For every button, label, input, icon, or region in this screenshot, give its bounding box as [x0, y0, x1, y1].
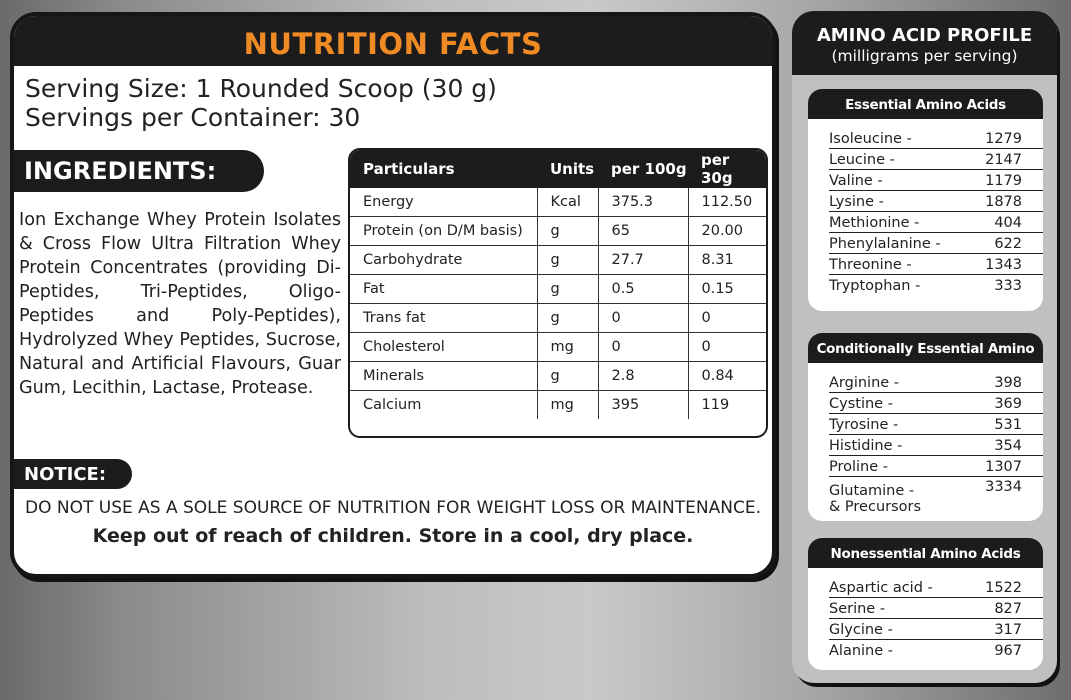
cell-per-100g: 0 [598, 304, 688, 333]
amino-name: Leucine - [829, 152, 895, 168]
cell-per-100g: 65 [598, 217, 688, 246]
cell-particular: Cholesterol [350, 333, 537, 362]
amino-row [829, 393, 1043, 414]
amino-name: Histidine - [829, 438, 903, 454]
conditional-amino-heading: Conditionally Essential Amino Acids [808, 333, 1043, 363]
amino-row [829, 212, 1043, 233]
ingredients-heading: INGREDIENTS: [14, 150, 264, 192]
amino-row [829, 191, 1043, 212]
amino-row [829, 170, 1043, 191]
amino-name-secondary: & Precursors [829, 499, 922, 515]
nonessential-amino-heading: Nonessential Amino Acids [808, 538, 1043, 568]
cell-unit: mg [537, 391, 598, 420]
amino-name: Lysine - [829, 194, 884, 210]
col-per-100g: per 100g [598, 150, 688, 188]
ingredients-text: Ion Exchange Whey Protein Isolates & Cross Flow Ultra Filtration Whey Protein Concentrates (providing Di-Peptides, Tri-Peptides, Oligo-Peptides and Poly-Peptides), Hydrolyzed Whey Peptides, Sucrose, Natural and Artificial Flavours, Guar Gum, Lecithin, Lactase, Protease. [19, 210, 341, 398]
cell-per-30g: 0.84 [688, 362, 766, 391]
amino-value: 1279 [985, 131, 1022, 147]
cell-particular: Fat [350, 275, 537, 304]
amino-name: Cystine - [829, 396, 893, 412]
amino-row [829, 598, 1043, 619]
cell-per-30g: 0 [688, 333, 766, 362]
amino-name: Threonine - [829, 257, 912, 273]
amino-row [829, 414, 1043, 435]
conditional-amino-box [808, 333, 1043, 521]
table-row [350, 362, 766, 391]
col-per-30g: per 30g [688, 150, 766, 188]
storage-text: Keep out of reach of children. Store in a cool, dry place. [92, 525, 694, 547]
amino-name: Methionine - [829, 215, 920, 231]
amino-value: 1522 [985, 580, 1022, 596]
amino-name: Aspartic acid - [829, 580, 933, 596]
amino-value: 398 [994, 375, 1022, 391]
amino-name: Tyrosine - [829, 417, 899, 433]
serving-size: Serving Size: 1 Rounded Scoop (30 g) [25, 74, 497, 103]
table-row [350, 391, 766, 420]
amino-name: Phenylalanine - [829, 236, 941, 252]
amino-value: 827 [994, 601, 1022, 617]
amino-row [829, 233, 1043, 254]
cell-unit: mg [537, 333, 598, 362]
nutrition-table [348, 148, 768, 438]
amino-value: 967 [994, 643, 1022, 659]
cell-unit: g [537, 275, 598, 304]
amino-name: Tryptophan - [829, 278, 921, 294]
amino-value: 404 [994, 215, 1022, 231]
amino-name: Isoleucine - [829, 131, 912, 147]
amino-row [829, 619, 1043, 640]
table-row [350, 188, 766, 217]
cell-per-30g: 119 [701, 397, 730, 413]
amino-value: 369 [994, 396, 1022, 412]
amino-row [829, 254, 1043, 275]
nutrition-table-header [350, 150, 766, 188]
amino-value: 1343 [985, 257, 1022, 273]
cell-particular: Calcium [350, 391, 537, 420]
table-row [350, 304, 766, 333]
serving-info [25, 74, 497, 132]
amino-value: 3334 [985, 479, 1022, 495]
amino-acid-panel [792, 11, 1057, 683]
amino-row [829, 275, 1043, 295]
amino-row [829, 372, 1043, 393]
amino-value: 1179 [985, 173, 1022, 189]
amino-name: Glycine - [829, 622, 893, 638]
nutrition-facts-panel [10, 12, 776, 578]
servings-per-container: Servings per Container: 30 [25, 103, 361, 132]
col-particulars: Particulars [350, 150, 537, 188]
amino-value: 354 [994, 438, 1022, 454]
cell-per-100g: 0.5 [598, 275, 688, 304]
table-row [350, 217, 766, 246]
amino-value: 1307 [985, 459, 1022, 475]
amino-value: 531 [994, 417, 1022, 433]
amino-value: 317 [994, 622, 1022, 638]
table-row [350, 275, 766, 304]
col-units: Units [537, 150, 598, 188]
amino-row [829, 477, 1043, 515]
table-row [350, 246, 766, 275]
cell-per-30g: 8.31 [688, 246, 766, 275]
cell-per-100g: 2.8 [598, 362, 688, 391]
amino-name: Valine - [829, 173, 883, 189]
cell-particular: Trans fat [350, 304, 537, 333]
amino-value: 333 [994, 278, 1022, 294]
cell-unit: g [537, 246, 598, 275]
essential-amino-box [808, 89, 1043, 311]
cell-unit: g [537, 304, 598, 333]
amino-subtitle: (milligrams per serving) [831, 47, 1018, 65]
cell-per-30g: 0 [688, 304, 766, 333]
cell-per-100g: 375.3 [598, 188, 688, 217]
essential-amino-heading: Essential Amino Acids [808, 89, 1043, 119]
amino-name: Arginine - [829, 375, 900, 391]
amino-name: Serine - [829, 601, 886, 617]
amino-header [792, 11, 1057, 75]
amino-name: Proline - [829, 459, 889, 475]
cell-unit: g [537, 362, 598, 391]
amino-row [829, 435, 1043, 456]
amino-row [829, 128, 1043, 149]
notice-text: DO NOT USE AS A SOLE SOURCE OF NUTRITION FOR WEIGHT LOSS OR MAINTENANCE. [25, 498, 761, 518]
cell-unit: Kcal [537, 188, 598, 217]
amino-name: Glutamine - [829, 483, 915, 499]
amino-value: 1878 [985, 194, 1022, 210]
nonessential-amino-box [808, 538, 1043, 670]
amino-row [829, 640, 1043, 660]
cell-per-30g: 112.50 [688, 188, 766, 217]
amino-name: Alanine - [829, 643, 894, 659]
amino-value: 622 [994, 236, 1022, 252]
cell-per-100g: 27.7 [598, 246, 688, 275]
table-row [350, 333, 766, 362]
cell-particular: Carbohydrate [350, 246, 537, 275]
amino-row [829, 577, 1043, 598]
amino-row [829, 149, 1043, 170]
amino-value: 2147 [985, 152, 1022, 168]
cell-particular: Energy [350, 188, 537, 217]
amino-title: AMINO ACID PROFILE [816, 25, 1033, 46]
cell-per-30g: 0.15 [688, 275, 766, 304]
nutrition-facts-title: NUTRITION FACTS [14, 16, 772, 66]
cell-per-30g: 20.00 [688, 217, 766, 246]
cell-per-100g: 395 [598, 391, 688, 420]
cell-particular: Minerals [350, 362, 537, 391]
notice-heading: NOTICE: [14, 459, 132, 489]
cell-per-100g: 0 [598, 333, 688, 362]
cell-unit: g [537, 217, 598, 246]
amino-row [829, 456, 1043, 477]
cell-particular: Protein (on D/M basis) [350, 217, 537, 246]
